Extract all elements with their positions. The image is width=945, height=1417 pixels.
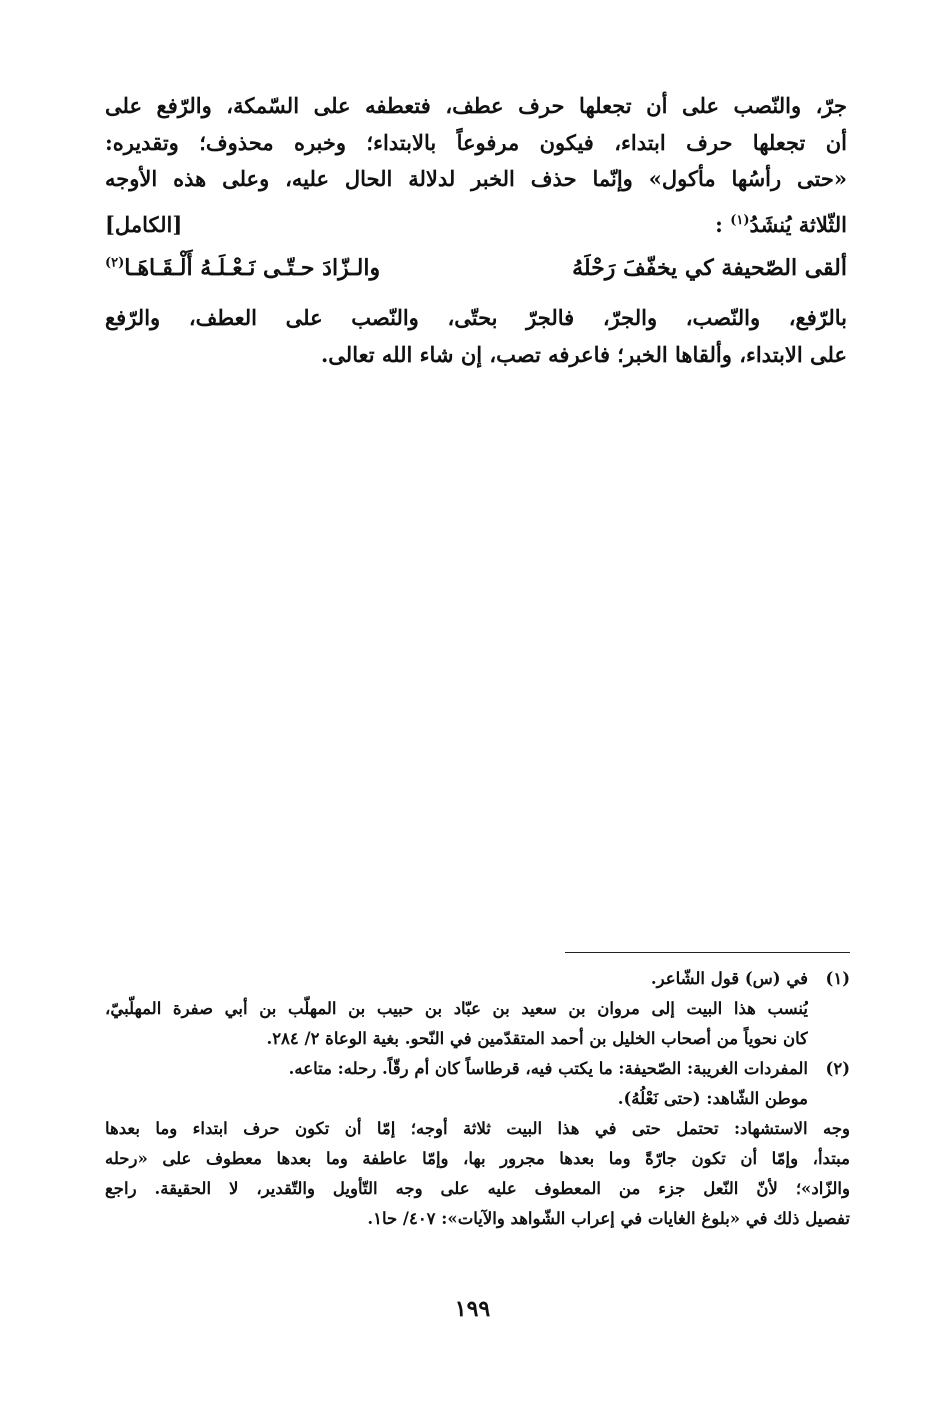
main-paragraph-2: [105, 300, 847, 373]
reason-text: تحتمل حتى في هذا البيت ثلاثة أوجه؛ إمّا أن تكون حرف ابتداء وما بعدها: [105, 1119, 719, 1138]
verse-second-text: والـزّادَ حـتّـى نَـعْـلَـهُ أَلْـقَـاهَـا: [124, 255, 381, 281]
text-line: على الابتداء، وألقاها الخبر؛ فاعرفه تصب، إن شاء الله تعالى.: [320, 341, 847, 367]
verse-first-hemistich: ألقى الصّحيفة كي يخفّفَ رَحْلَهُ: [572, 255, 847, 281]
footnote-number: (٢): [825, 1059, 850, 1078]
text-line: بالرّفع، والنّصب، والجرّ، فالجرّ بحتّى، والنّصب على العطف، والرّفع: [105, 305, 847, 330]
footnote-line: يُنسب هذا البيت إلى مروان بن سعيد بن عبّاد بن حبيب بن المهلّب بن أبي صفرة المهلّبيّ،: [105, 999, 808, 1018]
footnote-2: [105, 1054, 850, 1114]
footnote-line: كان نحوياً من أصحاب الخليل بن أحمد المتقدّمين في النّحو. بغية الوعاة ٢/ ٢٨٤.: [266, 1029, 808, 1048]
footnote-line: مبتدأ، وإمّا أن تكون جارّةً وما بعدها مجرور بها، وإمّا عاطفة وما بعدها معطوف على «رحله: [105, 1149, 850, 1168]
footnote-line: [105, 1114, 850, 1144]
vocab-label: المفردات الغريبة:: [687, 1059, 808, 1078]
witness-label: موطن الشّاهد:: [706, 1089, 808, 1108]
footnote-separator: [565, 952, 850, 953]
footnote-body: [105, 1054, 808, 1114]
footnote-number: (١): [825, 969, 850, 988]
verse-intro: [715, 209, 847, 241]
verse-second-hemistich: [105, 248, 380, 288]
text-line: جرّ، والنّصب على أن تجعلها حرف عطف، فتعطفه على السّمكة، والرّفع على: [105, 93, 847, 118]
poem-verse: [105, 248, 847, 288]
footnote-ref-2: (٢): [105, 255, 125, 271]
footnote-line: [105, 1054, 808, 1084]
footnote-line: والزّاد»؛ لأنّ النّعل جزء من المعطوف عليه على وجه التّأويل والتّقدير، لا الحقيقة. راجع: [105, 1179, 850, 1198]
footnote-2-continued: [105, 1114, 850, 1234]
footnotes: [105, 964, 850, 1234]
text-line: أن تجعلها حرف ابتداء، فيكون مرفوعاً بالابتداء؛ وخبره محذوف؛ وتقديره:: [105, 129, 847, 155]
footnote-line: تفصيل ذلك في «بلوغ الغايات في إعراب الشّواهد والآيات»: ٤٠٧/ حا١.: [367, 1209, 850, 1228]
page-number: ١٩٩: [454, 1296, 491, 1322]
footnote-body: [105, 964, 808, 1054]
footnote-line: في (س) قول الشّاعر.: [650, 969, 808, 988]
footnote-1: [105, 964, 850, 1054]
text-line: «حتى رأسُها مأكول» وإنّما حذف الخبر لدلالة الحال عليه، وعلى هذه الأوجه: [105, 166, 847, 191]
main-paragraph-1: [105, 88, 847, 198]
colon: :: [715, 212, 723, 237]
footnote-ref-1: (١): [730, 213, 750, 228]
witness-text: (حتى نَعْلُهُ).: [617, 1089, 701, 1108]
verse-intro-row: [105, 209, 847, 241]
verse-intro-text: الثّلاثة يُنشَدُ: [749, 212, 847, 237]
poetic-meter-label: [الكامل]: [105, 212, 183, 237]
footnote-line: [105, 1084, 808, 1114]
vocab-text: الصّحيفة: ما يكتب فيه، قرطاساً كان أم رقّاً. رحله: متاعه.: [288, 1059, 682, 1078]
reason-label: وجه الاستشهاد:: [733, 1119, 850, 1138]
